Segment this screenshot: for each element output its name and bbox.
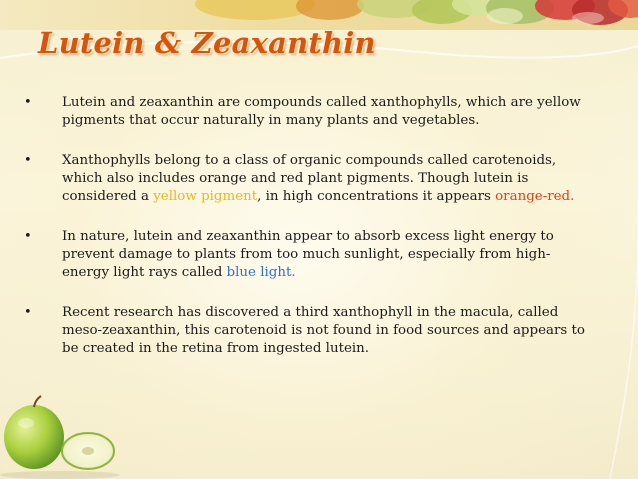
bullet-item-4 — [24, 304, 594, 358]
bullet-item-3 — [24, 228, 594, 282]
slide-title: Lutein & Zeaxanthin — [38, 26, 376, 60]
blue-light-highlight: blue light. — [226, 265, 296, 280]
bullet-item-1 — [24, 94, 594, 130]
orange-red-highlight: orange-red. — [495, 189, 575, 204]
bullet-list — [24, 94, 594, 380]
bullet-1-text: Lutein and zeaxanthin are compounds called xanthophylls, which are yellow pigments that occur naturally in many plants and vegetables. — [62, 95, 581, 128]
bullet-3-text-before: In nature, lutein and zeaxanthin appear to absorb excess light energy to prevent damage to plants from too much sunlight, especially from high-energy light rays called — [62, 229, 554, 280]
yellow-pigment-highlight: yellow pigment — [153, 189, 258, 204]
bullet-item-2 — [24, 152, 594, 206]
bullet-2-text-before: Xanthophylls belong to a class of organic compounds called carotenoids, which also includes orange and red plant pigments. Though lutein is considered a — [62, 153, 557, 204]
green-apples-image — [0, 395, 150, 479]
bullet-4-text: Recent research has discovered a third xanthophyll in the macula, called meso-zeaxanthin, this carotenoid is not found in food sources and appears to be created in the retina from ingested lutein. — [62, 305, 585, 356]
bullet-2-text-middle: , in high concentrations it appears — [257, 189, 496, 204]
